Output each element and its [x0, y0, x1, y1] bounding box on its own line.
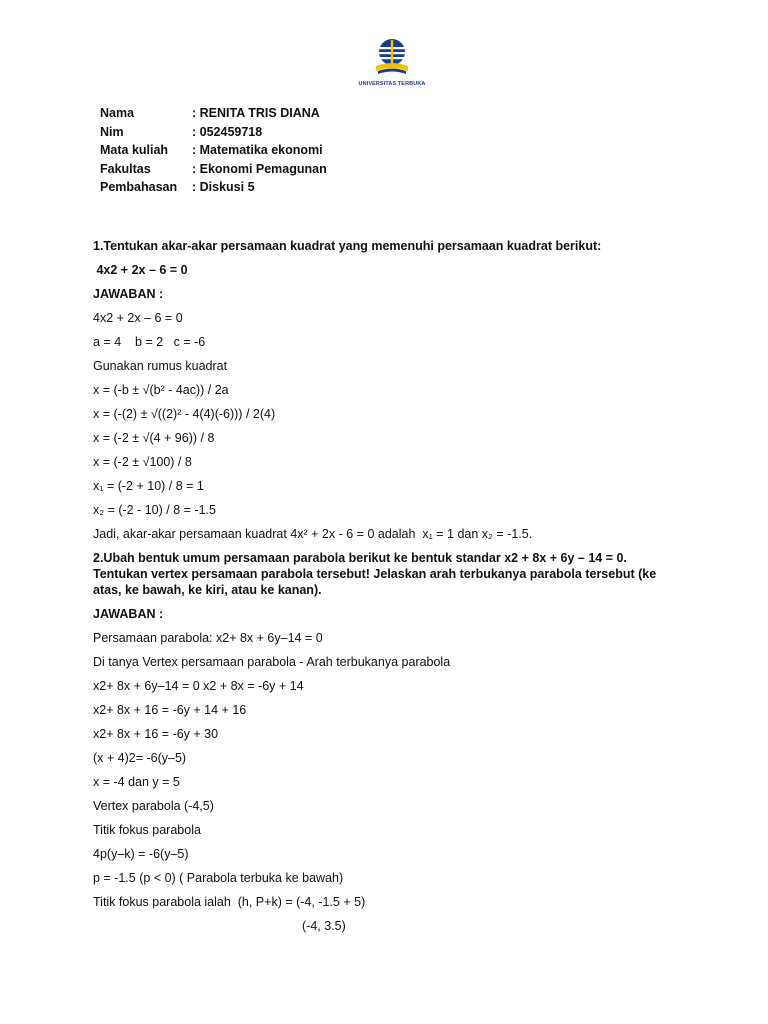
university-emblem-icon — [370, 38, 414, 80]
q2-step: (x + 4)2= -6(y–5) — [93, 751, 187, 765]
q1-step: x = (-(2) ± √((2)² - 4(4)(-6))) / 2(4) — [93, 407, 276, 421]
q2-step: p = -1.5 (p < 0) ( Parabola terbuka ke bawah) — [93, 871, 344, 885]
q1-step: a = 4 b = 2 c = -6 — [93, 335, 206, 349]
q2-step: x = -4 dan y = 5 — [93, 775, 180, 789]
answer-label-2: JAWABAN : — [93, 607, 164, 621]
info-value: : RENITA TRIS DIANA — [192, 106, 320, 120]
q2-step: Vertex parabola (-4,5) — [93, 799, 214, 813]
info-label: Fakultas — [100, 161, 151, 176]
q2-step: Titik fokus parabola ialah (h, P+k) = (-4, -1.5 + 5) — [93, 895, 366, 909]
info-row-mata-kuliah — [100, 141, 327, 160]
info-value: : Diskusi 5 — [192, 180, 255, 194]
document-body — [93, 238, 673, 934]
q2-step: x2+ 8x + 16 = -6y + 14 + 16 — [93, 703, 247, 717]
student-info — [100, 104, 327, 197]
q2-step: Di tanya Vertex persamaan parabola - Arah terbukanya parabola — [93, 655, 451, 669]
info-value: : Matematika ekonomi — [192, 143, 323, 157]
question-2: 2.Ubah bentuk umum persamaan parabola berikut ke bentuk standar x2 + 8x + 6y – 14 = 0. Tentukan vertex persamaan parabola tersebut! Jelaskan arah terbukanya parabola tersebut (ke atas, ke bawah, ke kiri, atau ke kanan). — [93, 551, 657, 597]
q2-step: x2+ 8x + 6y–14 = 0 x2 + 8x = -6y + 14 — [93, 679, 304, 693]
q1-step: x = (-2 ± √(4 + 96)) / 8 — [93, 431, 215, 445]
info-label: Nim — [100, 124, 124, 139]
info-row-nim — [100, 123, 327, 142]
q2-final-answer: (-4, 3.5) — [302, 919, 346, 933]
question-1: 1.Tentukan akar-akar persamaan kuadrat yang memenuhi persamaan kuadrat berikut: — [93, 239, 602, 253]
info-row-nama — [100, 104, 327, 123]
q2-step: Titik fokus parabola — [93, 823, 201, 837]
info-label: Mata kuliah — [100, 143, 169, 157]
info-label: Pembahasan — [100, 180, 178, 194]
q1-step: x₁ = (-2 + 10) / 8 = 1 — [93, 479, 204, 493]
info-row-fakultas — [100, 160, 327, 179]
q1-conclusion: Jadi, akar-akar persamaan kuadrat 4x² + 2x - 6 = 0 adalah x₁ = 1 dan x₂ = -1.5. — [93, 527, 533, 541]
question-1-equation: 4x2 + 2x – 6 = 0 — [93, 263, 188, 277]
info-label: Nama — [100, 106, 135, 120]
q2-step: 4p(y–k) = -6(y–5) — [93, 847, 189, 861]
q1-step: x = (-b ± √(b² - 4ac)) / 2a — [93, 383, 229, 397]
q1-step: Gunakan rumus kuadrat — [93, 359, 228, 373]
info-row-pembahasan — [100, 178, 327, 197]
info-value: : 052459718 — [192, 124, 263, 139]
university-logo — [352, 38, 432, 87]
q2-step: Persamaan parabola: x2+ 8x + 6y–14 = 0 — [93, 631, 323, 645]
university-name: UNIVERSITAS TERBUKA — [358, 81, 426, 87]
q1-step: x₂ = (-2 - 10) / 8 = -1.5 — [93, 503, 216, 517]
q1-step: 4x2 + 2x – 6 = 0 — [93, 311, 183, 325]
info-value: : Ekonomi Pemagunan — [192, 161, 327, 176]
answer-label-1: JAWABAN : — [93, 287, 164, 301]
q1-step: x = (-2 ± √100) / 8 — [93, 455, 192, 469]
q2-step: x2+ 8x + 16 = -6y + 30 — [93, 727, 219, 741]
